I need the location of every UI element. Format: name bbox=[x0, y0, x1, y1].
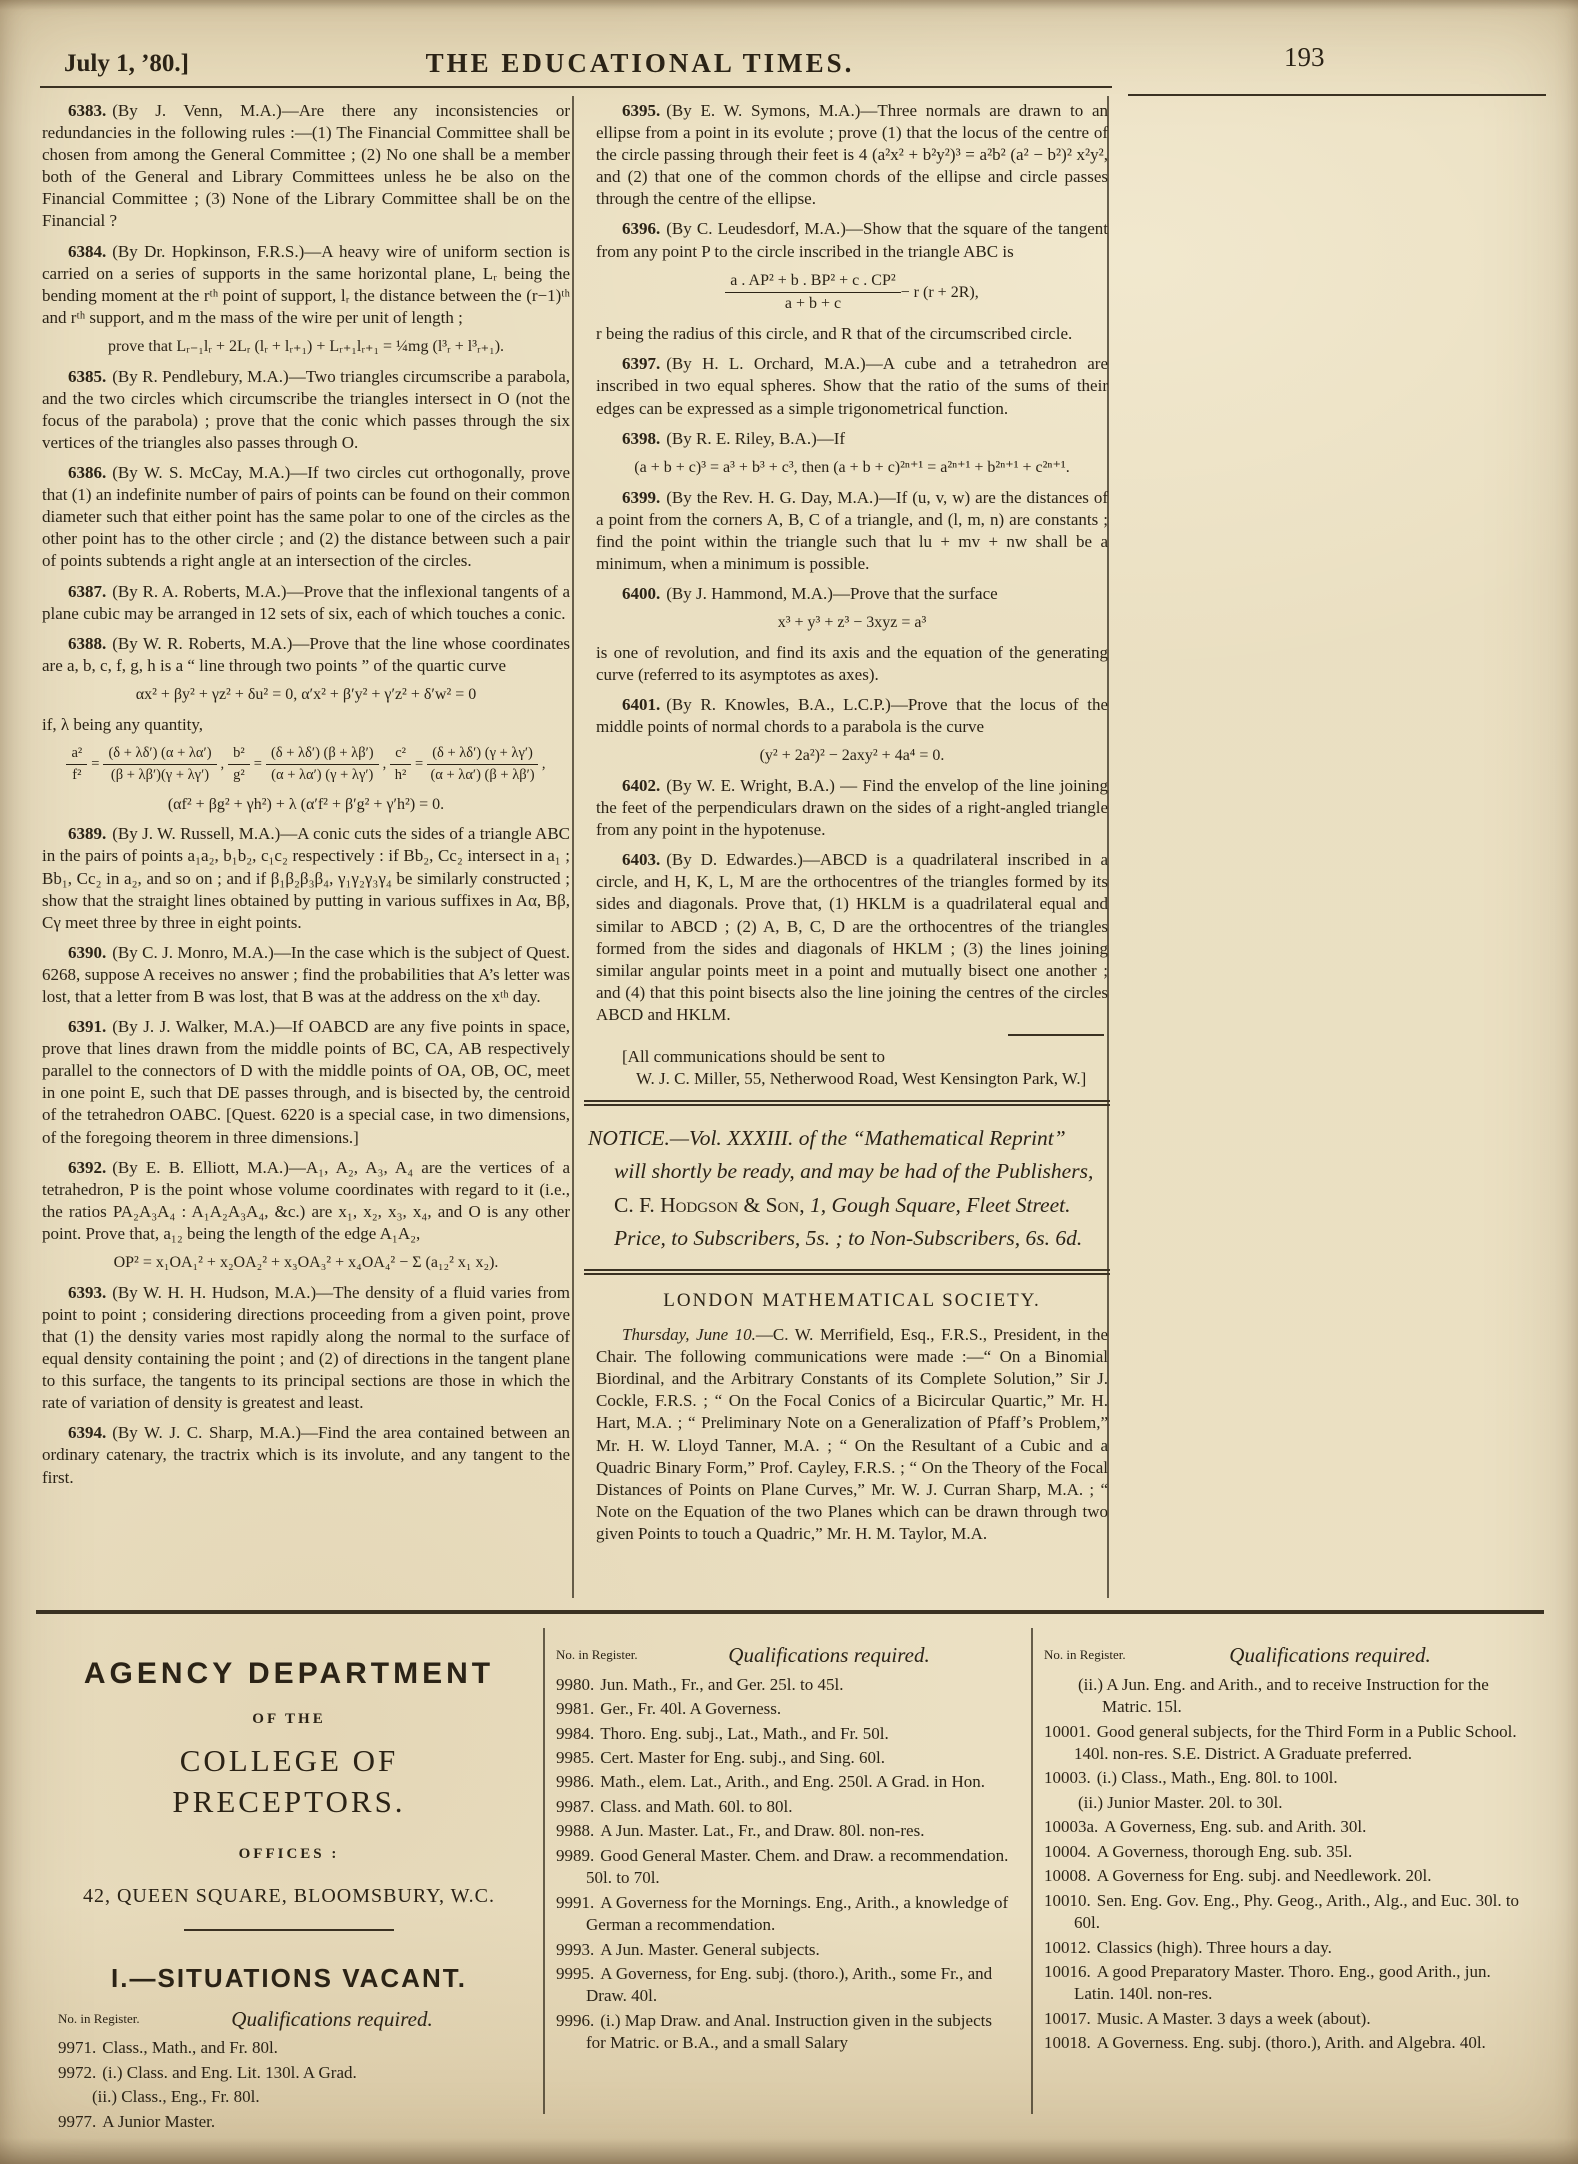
vacancy-item: (ii.) Junior Master. 20l. to 30l. bbox=[1078, 1792, 1283, 1812]
notice-line3 bbox=[588, 1189, 1106, 1222]
problem-6394 bbox=[42, 1422, 570, 1488]
problem-text: (By Dr. Hopkinson, F.R.S.)—A heavy wire of uniform section is carried on a series of supports in the same horizontal plane, Lᵣ being the bending moment at the rᵗʰ point of support, lᵣ the distance between the (r−1)ᵗʰ and rᵗʰ support, and m the mass of the wire per unit of length ; bbox=[42, 241, 570, 327]
problem-text: (By R. E. Riley, B.A.)—If bbox=[666, 428, 846, 448]
separator: , bbox=[541, 755, 546, 772]
bottom-column-divider-2 bbox=[1031, 1628, 1033, 2114]
fraction-group bbox=[228, 744, 386, 785]
formula-6400: x³ + y³ + z³ − 3xyz = a³ bbox=[777, 613, 927, 631]
problem-text: (By R. Pendlebury, M.A.)—Two triangles circumscribe a parabola, and the two circles which circumscribe the triangles intersect in O (not the focus of the parabola) ; prove that the conic which passes through the six vertices of the triangles also passes through O. bbox=[42, 366, 570, 453]
problem-text: (By E. W. Symons, M.A.)—Three normals are drawn to an ellipse from a point in its evolute ; prove (1) that the locus of the centre of the circle passing through their feet is 4 (a²x² + b²y²)³ = a²b² (a² − b²)² x²y², and (2) that one of the common chords of the ellipse and circle passes through the centre of the ellipse. bbox=[596, 101, 1108, 209]
problem-text: (By the Rev. H. G. Day, M.A.)—If (u, v, w) are the distances of a point from the corners A, B, C of a triangle, and (l, m, n) are constants ; find the point within the triangle such that lu + mv + nw shall be a minimum, when a minimum is possible. bbox=[596, 487, 1108, 573]
fraction: $\frac{(\delta + \lambda\delta') (\alpha + \lambda\alpha')}{(\beta + \lambda\beta')(\gamma + \lambda\gamma')}$ bbox=[103, 744, 216, 785]
problem-text: (By W. E. Wright, B.A.) — Find the envelop of the line joining the feet of the perpendiculars drawn on the sides of a right-angled triangle from any point in the hypotenuse. bbox=[596, 775, 1108, 840]
vacancy-item: 9986. Math., elem. Lat., Arith., and Eng. 250l. A Grad. in Hon. bbox=[556, 1772, 986, 1792]
formula-tail: − r (r + 2R), bbox=[900, 283, 979, 301]
problem-6388 bbox=[42, 633, 570, 677]
equals-sign: = bbox=[253, 755, 262, 772]
problem-6397 bbox=[596, 353, 1108, 419]
problem-6388-condition: if, λ being any quantity, bbox=[42, 714, 204, 734]
problem-text: (By C. Leudesdorf, M.A.)—Show that the square of the tangent from any point P to the circle inscribed in the triangle ABC is bbox=[596, 219, 1108, 261]
problem-6395 bbox=[596, 100, 1108, 210]
fraction: $\frac{\text{a . AP² + b . BP² + c . CP²}}{a + b + c}$ bbox=[725, 271, 900, 316]
header-date: July 1, ’80.] bbox=[64, 50, 189, 77]
problems-column-right bbox=[588, 100, 1108, 1545]
qualifications-label: Qualifications required. bbox=[728, 1643, 930, 1667]
equals-sign: = bbox=[415, 755, 424, 772]
vacancy-item: 9991. A Governess for the Mornings. Eng., Arith., a knowledge of German a recommendation. bbox=[556, 1892, 1009, 1935]
publisher-name: C. F. Hodgson & Son, bbox=[614, 1192, 805, 1217]
formula-6388-fractions bbox=[42, 744, 570, 785]
publisher-address: 1, Gough Square, Fleet Street. bbox=[809, 1192, 1071, 1217]
problem-text: (By J. W. Russell, M.A.)—A conic cuts the sides of a triangle ABC in the pairs of points a₁a₂, b₁b₂, c₁c₂ respectively : if Bb₂, Cc₂ intersect in a₁ ; Bb₁, Cc₂ in a₂, and so on ; and if β₁β₂β₃β₄, γ₁γ₂γ₃γ₄ be similarly constructed ; show that the straight lines obtained by putting in various suffixes in Aα, Bβ, Cγ meet three by three in eight points. bbox=[42, 824, 570, 932]
fraction: $\frac{(\delta + \lambda\delta') (\beta + \lambda\beta')}{(\alpha + \lambda\alpha') (\gamma + \lambda\gamma')}$ bbox=[266, 744, 379, 785]
fraction: $\frac{\text{b²}}{\text{g²}}$ bbox=[228, 744, 250, 785]
problem-text: (By E. B. Elliott, M.A.)—A₁, A₂, A₃, A₄ are the vertices of a tetrahedron, P is the point whose volume coordinates with regard to it (i.e., the ratios PA₂A₃A₄ : A₁A₂A₃A₄, &c.) are x₁, x₂, x₃, x₄, and O is any other point. Prove that, a₁₂ being the length of the edge A₁A₂, bbox=[42, 1157, 570, 1243]
vacancy-item: 9977. A Junior Master. bbox=[58, 2111, 216, 2131]
formula-6392: OP² = x₁OA₁² + x₂OA₂² + x₃OA₃² + x₄OA₄² − Σ (a₁₂² x₁ x₂). bbox=[113, 1254, 499, 1272]
register-header bbox=[1044, 1642, 1530, 1670]
vacancy-item: 9995. A Governess, for Eng. subj. (thoro.), Arith., some Fr., and Draw. 40l. bbox=[556, 1963, 993, 2006]
problem-6396 bbox=[596, 218, 1108, 262]
problem-text: (By W. H. H. Hudson, M.A.)—The density of a fluid varies from point to point ; considering directions proceeding from a given point, prove that (1) the density varies most rapidly along the normal to the surface of equal density containing the point ; and (2) of directions in the tangent plane to this surface, the tangents to its principal sections are those in which the rate of variation of density is greatest and least. bbox=[42, 1282, 570, 1413]
college-name: COLLEGE OF PRECEPTORS. bbox=[172, 1743, 406, 1820]
register-number-label: No. in Register. bbox=[556, 1647, 638, 1663]
problem-number: 6401. bbox=[622, 694, 661, 714]
problem-6393 bbox=[42, 1282, 570, 1415]
meeting-report-text: —C. W. Merrifield, Esq., F.R.S., President, in the Chair. The following communications were made :—“ On a Binomial Biordinal, and the Arbitrary Constants of its Complete Solution,” Sir J. Cockle, F.R.S. ; “ On the Focal Conics of a Bicircular Quartic,” Mr. H. Hart, M.A. ; “ Preliminary Note on a Generalization of Pfaff’s Problem,” Mr. H. W. Lloyd Tanner, M.A. ; “ On the Resultant of a Cubic and a Quadric Binary Form,” Prof. Cayley, F.R.S. ; “ On the Theory of the Focal Distances of Points on Plane Curves,” Mr. W. J. Curran Sharp, M.A. ; “ Note on the Equation of the two Planes which can be drawn through two given Points to touch a Quadric,” Mr. H. M. Taylor, M.A. bbox=[596, 1325, 1108, 1543]
problem-6390 bbox=[42, 942, 570, 1008]
problem-6389 bbox=[42, 823, 570, 933]
vacancy-item: 10001. Good general subjects, for the Third Form in a Public School. 140l. non-res. S.E. District. A Graduate preferred. bbox=[1044, 1721, 1517, 1764]
problem-text: (By J. J. Walker, M.A.)—If OABCD are any five points in space, prove that lines drawn from the middle points of BC, CA, AB respectively parallel to the connectors of D with the middle points of OA, OB, OC, meet in one point E, such that DE passes through, and is bisected by, the centroid of the tetrahedron OABC. [Quest. 6220 is a special case, in two dimensions, of the foregoing theorem in three dimensions.] bbox=[42, 1017, 570, 1147]
problem-number: 6389. bbox=[68, 824, 107, 844]
vacancy-item: 9996. (i.) Map Draw. and Anal. Instruction given in the subjects for Matric. or B.A., and a small Salary bbox=[556, 2010, 992, 2053]
vacancy-item: 9984. Thoro. Eng. subj., Lat., Math., and Fr. 50l. bbox=[556, 1723, 889, 1743]
fraction: $\frac{\text{a²}}{\text{f²}}$ bbox=[66, 744, 87, 785]
vacancy-item: 9989. Good General Master. Chem. and Draw. a recommendation. 50l. to 70l. bbox=[556, 1845, 1009, 1888]
problem-text: (By J. Venn, M.A.)—Are there any inconsistencies or redundancies in the following rules :—(1) The Financial Committee shall be chosen from among the General Committee ; (2) No one shall be a member both of the General and Library Committees unless he be also on the Financial Committee ; (3) None of the Library Committee shall be on the Financial ? bbox=[42, 101, 570, 231]
problem-6400 bbox=[596, 583, 1108, 605]
problem-6401 bbox=[596, 694, 1108, 738]
scan-edge-top bbox=[0, 0, 1578, 10]
problem-number: 6394. bbox=[68, 1423, 107, 1443]
formula-6396 bbox=[596, 271, 1108, 316]
register-header bbox=[556, 1642, 1016, 1670]
problem-number: 6402. bbox=[622, 775, 661, 795]
vacancy-item: 9988. A Jun. Master. Lat., Fr., and Draw. 80l. non-res. bbox=[556, 1821, 925, 1841]
vacancy-item: 10017. Music. A Master. 3 days a week (about). bbox=[1044, 2008, 1371, 2028]
problem-text: (By R. A. Roberts, M.A.)—Prove that the inflexional tangents of a plane cubic may be arranged in 12 sets of six, each of which touches a conic. bbox=[42, 581, 570, 623]
problem-6386 bbox=[42, 462, 570, 572]
vacancy-item: 9981. Ger., Fr. 40l. A Governess. bbox=[556, 1699, 782, 1719]
problem-number: 6398. bbox=[622, 428, 661, 448]
problem-6387 bbox=[42, 581, 570, 625]
section-separator-rule bbox=[36, 1610, 1544, 1614]
formula-6401: (y² + 2a²)² − 2axy² + 4a⁴ = 0. bbox=[759, 747, 945, 765]
scan-edge-bottom bbox=[0, 2138, 1578, 2164]
offices-label: OFFICES : bbox=[238, 1846, 340, 1863]
problems-column-left bbox=[42, 100, 570, 1497]
communications-note-line2: W. J. C. Miller, 55, Netherwood Road, West Kensington Park, W.] bbox=[636, 1069, 1087, 1089]
vacancy-item: 9985. Cert. Master for Eng. subj., and Sing. 60l. bbox=[556, 1748, 885, 1768]
header-rule-right bbox=[1128, 94, 1546, 96]
agency-subtitle: OF THE bbox=[252, 1710, 326, 1727]
problem-text: (By C. J. Monro, M.A.)—In the case which is the subject of Quest. 6268, suppose A receives no answer ; find the probabilities that A’s letter was lost, that a letter from B was lost, that B was at the address on the xᵗʰ day. bbox=[42, 942, 570, 1006]
page-title: THE EDUCATIONAL TIMES. bbox=[425, 48, 855, 78]
problem-text: (By H. L. Orchard, M.A.)—A cube and a tetrahedron are inscribed in two equal spheres. Show that the ratio of the sums of their edges can be expressed as a simple trigonometrical function. bbox=[596, 354, 1108, 418]
problem-number: 6390. bbox=[68, 942, 107, 962]
problem-text: (By R. Knowles, B.A., L.C.P.)—Prove that the locus of the middle points of normal chords to a parabola is the curve bbox=[596, 694, 1108, 737]
fraction: $\frac{(\delta + \lambda\delta') (\gamma + \lambda\gamma')}{(\alpha + \lambda\alpha') (\beta + \lambda\beta')}$ bbox=[427, 744, 538, 785]
problem-number: 6384. bbox=[68, 241, 107, 261]
agency-title: AGENCY DEPARTMENT bbox=[83, 1657, 495, 1690]
vacancy-item: (ii.) Class., Eng., Fr. 80l. bbox=[92, 2087, 260, 2107]
vacancy-item: 10003a. A Governess, Eng. sub. and Arith. 30l. bbox=[1044, 1817, 1367, 1837]
problem-6400-after: is one of revolution, and find its axis and the equation of the generating curve (referred to its asymptotes as axes). bbox=[596, 642, 1108, 684]
offices-address: 42, QUEEN SQUARE, BLOOMSBURY, W.C. bbox=[82, 1885, 496, 1907]
vacancy-item: (ii.) A Jun. Eng. and Arith., and to receive Instruction for the Matric. 15l. bbox=[1078, 1674, 1489, 1717]
vacancy-item: 9980. Jun. Math., Fr., and Ger. 25l. to 45l. bbox=[556, 1674, 844, 1694]
problem-6383 bbox=[42, 100, 570, 233]
problem-number: 6393. bbox=[68, 1282, 107, 1302]
qualifications-label: Qualifications required. bbox=[1229, 1643, 1431, 1667]
notice-line2: will shortly be ready, and may be had of the Publishers, bbox=[614, 1159, 1094, 1184]
vacancy-item: 9971. Class., Math., and Fr. 80l. bbox=[58, 2038, 278, 2058]
problem-number: 6403. bbox=[622, 850, 661, 870]
column-divider bbox=[572, 96, 574, 1598]
problem-text: (By D. Edwardes.)—ABCD is a quadrilateral inscribed in a circle, and H, K, L, M are the orthocentres of the triangles formed by its sides and diagonals. Prove that, (1) HKLM is a quadrilateral equal and similar to ABCD ; (2) A, B, C, D are the orthocentres of the triangles formed from the sides and diagonals of HKLM ; (3) the lines joining similar angular points meet in a point and mutually bisect one another ; and (4) that this point bisects also the line joining the centres of the circles ABCD and HKLM. bbox=[596, 850, 1108, 1024]
problem-6392 bbox=[42, 1157, 570, 1245]
vacancy-item: 10016. A good Preparatory Master. Thoro. Eng., good Arith., jun. Latin. 140l. non-res. bbox=[1044, 1961, 1491, 2004]
society-heading: LONDON MATHEMATICAL SOCIETY. bbox=[663, 1290, 1041, 1312]
header-rule-left bbox=[40, 86, 1112, 88]
vacancy-item: 10012. Classics (high). Three hours a day. bbox=[1044, 1937, 1332, 1957]
problem-number: 6388. bbox=[68, 633, 107, 653]
problem-text: (By W. R. Roberts, M.A.)—Prove that the line whose coordinates are a, b, c, f, g, h is a “ line through two points ” of the quartic curve bbox=[42, 633, 570, 675]
formula-6388-final: (αf² + βg² + γh²) + λ (α′f² + β′g² + γ′h²) = 0. bbox=[167, 795, 445, 813]
problem-6384 bbox=[42, 241, 570, 329]
section-end-rule bbox=[1008, 1034, 1104, 1036]
vacancies-column-middle bbox=[556, 1632, 1016, 2057]
problem-number: 6383. bbox=[68, 101, 107, 120]
fraction-group bbox=[390, 744, 545, 785]
vacancies-column-right bbox=[1044, 1632, 1530, 2057]
formula-6384: prove that Lᵣ₋₁lᵣ + 2Lᵣ (lᵣ + lᵣ₊₁) + Lᵣ₊₁lᵣ₊₁ = ¼mg (l³ᵣ + l³ᵣ₊₁). bbox=[107, 337, 505, 355]
separator: , bbox=[382, 755, 387, 772]
register-number-label: No. in Register. bbox=[1044, 1647, 1126, 1663]
page-number: 193 bbox=[1284, 42, 1325, 72]
problem-number: 6399. bbox=[622, 487, 661, 507]
communications-note-line1: [All communications should be sent to bbox=[622, 1046, 885, 1066]
problem-number: 6396. bbox=[622, 219, 661, 239]
notice-line4: Price, to Subscribers, 5s. ; to Non-Subscribers, 6s. 6d. bbox=[614, 1226, 1083, 1251]
equals-sign: = bbox=[91, 755, 100, 772]
problem-6403 bbox=[596, 849, 1108, 1026]
vacancy-item: 9987. Class. and Math. 60l. to 80l. bbox=[556, 1796, 793, 1816]
bottom-column-divider-1 bbox=[543, 1628, 545, 2114]
problem-6399 bbox=[596, 487, 1108, 575]
vacancy-item: 9993. A Jun. Master. General subjects. bbox=[556, 1939, 820, 1959]
problem-number: 6391. bbox=[68, 1017, 107, 1037]
problem-text: (By J. Hammond, M.A.)—Prove that the surface bbox=[666, 583, 998, 603]
society-report bbox=[596, 1324, 1108, 1545]
vacancy-item: 10018. A Governess. Eng. subj. (thoro.), Arith. and Algebra. 40l. bbox=[1044, 2033, 1486, 2053]
decorative-rule bbox=[184, 1929, 394, 1931]
agency-department-column bbox=[58, 1654, 520, 2135]
qualifications-label: Qualifications required. bbox=[231, 2006, 433, 2031]
formula-6388-curves: αx² + βy² + γz² + δu² = 0, α′x² + β′y² + γ′z² + δ′w² = 0 bbox=[135, 685, 477, 703]
problem-6402 bbox=[596, 775, 1108, 841]
problem-number: 6395. bbox=[622, 101, 661, 120]
problem-number: 6400. bbox=[622, 583, 661, 603]
notice-box bbox=[584, 1100, 1110, 1275]
vacancy-item: 10003. (i.) Class., Math., Eng. 80l. to 100l. bbox=[1044, 1768, 1338, 1788]
london-mathematical-society-section bbox=[596, 1289, 1108, 1545]
fraction: $\frac{\text{c²}}{\text{h²}}$ bbox=[390, 744, 411, 785]
problem-text: (By W. J. C. Sharp, M.A.)—Find the area contained between an ordinary catenary, the tractrix which is its involute, and any tangent to the first. bbox=[42, 1423, 570, 1487]
separator: , bbox=[220, 755, 225, 772]
register-header bbox=[58, 2006, 520, 2034]
problem-number: 6385. bbox=[68, 366, 107, 386]
problem-number: 6397. bbox=[622, 354, 661, 374]
formula-6398: (a + b + c)³ = a³ + b³ + c³, then (a + b + c)²ⁿ⁺¹ = a²ⁿ⁺¹ + b²ⁿ⁺¹ + c²ⁿ⁺¹. bbox=[634, 458, 1070, 476]
vacancy-item: 10004. A Governess, thorough Eng. sub. 35l. bbox=[1044, 1841, 1353, 1861]
notice-line1: NOTICE.—Vol. XXXIII. of the “Mathematical Reprint” bbox=[588, 1126, 1066, 1151]
fraction-group bbox=[66, 744, 224, 785]
problem-number: 6386. bbox=[68, 463, 107, 483]
problem-6396-after: r being the radius of this circle, and R that of the circumscribed circle. bbox=[596, 324, 1073, 344]
problem-number: 6392. bbox=[68, 1157, 107, 1177]
vacancy-item: 9972. (i.) Class. and Eng. Lit. 130l. A Grad. bbox=[58, 2062, 357, 2082]
register-number-label: No. in Register. bbox=[58, 2011, 140, 2027]
problem-6385 bbox=[42, 366, 570, 454]
situations-vacant-heading: I.—SITUATIONS VACANT. bbox=[111, 1963, 467, 1994]
problem-6391 bbox=[42, 1016, 570, 1149]
meeting-date: Thursday, June 10. bbox=[622, 1325, 756, 1345]
problem-number: 6387. bbox=[68, 581, 107, 601]
problem-6398 bbox=[596, 428, 1108, 450]
vacancy-item: 10008. A Governess for Eng. subj. and Needlework. 20l. bbox=[1044, 1866, 1432, 1886]
vacancy-item: 10010. Sen. Eng. Gov. Eng., Phy. Geog., Arith., Alg., and Euc. 30l. to 60l. bbox=[1044, 1890, 1520, 1933]
problem-text: (By W. S. McCay, M.A.)—If two circles cut orthogonally, prove that (1) an indefinite number of pairs of points can be found on their common diameter such that either point has the same polar to one of the circles as the other point has to the other circle ; and (2) the distance between such a pair of points subtends a right angle at an intersection of the circles. bbox=[42, 463, 570, 571]
